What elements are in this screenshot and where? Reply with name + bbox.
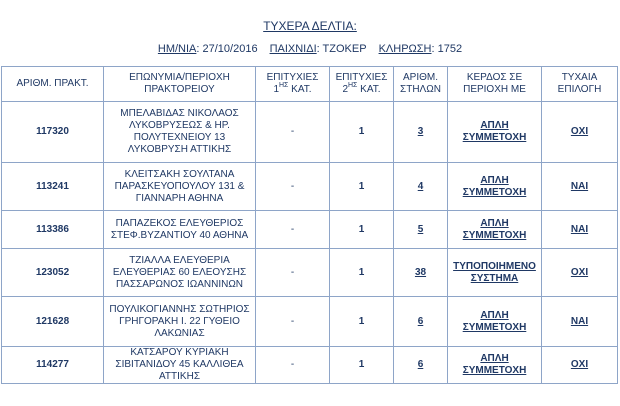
agent-code: 117320 [2, 102, 104, 163]
date-label: ΗΜ/ΝΙΑ [157, 43, 197, 55]
cat1-wins: - [256, 297, 330, 347]
random-pick-link[interactable]: ΝΑΙ [570, 315, 589, 327]
col-agent-name: ΕΠΩΝΥΜΙΑ/ΠΕΡΙΟΧΗ ΠΡΑΚΤΟΡΕΙΟΥ [104, 67, 256, 102]
agent-name: ΠΟΥΛΙΚΟΓΙΑΝΝΗΣ ΣΩΤΗΡΙΟΣ ΓΡΗΓΟΡΑΚΗ Ι. 22 ΓΥΘΕΙΟ ΛΑΚΩΝΙΑΣ [104, 297, 256, 347]
cat2-wins: 1 [330, 102, 394, 163]
agent-code: 113386 [2, 211, 104, 249]
random-pick-link[interactable]: ΝΑΙ [570, 223, 589, 235]
draw-value: : 1752 [431, 43, 463, 55]
win-type-link[interactable]: ΑΠΛΗ ΣΥΜΜΕΤΟΧΗ [462, 174, 527, 198]
table-row [2, 249, 618, 297]
win-type-link[interactable]: ΤΥΠΟΠΟΙΗΜΕΝΟ ΣΥΣΤΗΜΑ [453, 260, 536, 284]
cat2-wins: 1 [330, 297, 394, 347]
col-win-type: ΚΕΡΔΟΣ ΣΕ ΠΕΡΙΟΧΗ ΜΕ [448, 67, 542, 102]
columns-count-link[interactable]: 5 [417, 223, 424, 235]
col-agent-no: ΑΡΙΘΜ. ΠΡΑΚΤ. [2, 67, 104, 102]
win-type-link[interactable]: ΑΠΛΗ ΣΥΜΜΕΤΟΧΗ [462, 217, 527, 241]
columns-count-link[interactable]: 4 [417, 180, 424, 192]
cat2-wins: 1 [330, 249, 394, 297]
agent-code: 114277 [2, 347, 104, 384]
cat2-wins: 1 [330, 211, 394, 249]
table-row [2, 211, 618, 249]
agent-name: ΜΠΕΛΑΒΙΔΑΣ ΝΙΚΟΛΑΟΣ ΛΥΚΟΒΡΥΣΕΩΣ & ΗΡ. ΠΟΛΥΤΕΧΝΕΙΟΥ 13 ΛΥΚΟΒΡΥΣΗ ΑΤΤΙΚΗΣ [104, 102, 256, 163]
agent-name: ΚΑΤΣΑΡΟΥ ΚΥΡΙΑΚΗ ΣΙΒΙΤΑΝΙΔΟΥ 45 ΚΑΛΛΙΘΕΑ ΑΤΤΙΚΗΣ [104, 347, 256, 384]
columns-count-link[interactable]: 38 [414, 266, 427, 278]
cat1-wins: - [256, 347, 330, 384]
col-wins-cat2: ΕΠΙΤΥΧΙΕΣ $2^{H\Sigma}$ ΚΑΤ. [330, 67, 394, 102]
agent-name: ΠΑΠΑΖΕΚΟΣ ΕΛΕΥΘΕΡΙΟΣ ΣΤΕΦ.ΒΥΖΑΝΤΙΟΥ 40 ΑΘΗΝΑ [104, 211, 256, 249]
cat2-wins: 1 [330, 347, 394, 384]
date-value: : 27/10/2016 [196, 43, 258, 55]
columns-count-link[interactable]: 3 [417, 126, 424, 137]
table-row [2, 102, 618, 163]
random-pick-link[interactable]: ΟΧΙ [570, 266, 589, 278]
agent-code: 123052 [2, 249, 104, 297]
game-value: : ΤΖΟΚΕΡ [316, 43, 367, 55]
win-type-link[interactable]: ΑΠΛΗ ΣΥΜΜΕΤΟΧΗ [462, 309, 527, 333]
win-type-link[interactable]: ΑΠΛΗ ΣΥΜΜΕΤΟΧΗ [462, 120, 527, 143]
winning-tickets-table [1, 66, 618, 384]
cat2-wins: 1 [330, 163, 394, 211]
cat1-wins: - [256, 211, 330, 249]
random-pick-link[interactable]: ΟΧΙ [570, 126, 589, 137]
col-wins-cat1: ΕΠΙΤΥΧΙΕΣ $1^{H\Sigma}$ ΚΑΤ. [256, 67, 330, 102]
table-row [2, 297, 618, 347]
random-pick-link[interactable]: ΝΑΙ [570, 180, 589, 192]
draw-info [0, 43, 620, 55]
agent-code: 113241 [2, 163, 104, 211]
game-label: ΠΑΙΧΝΙΔΙ [269, 43, 317, 55]
table-row [2, 347, 618, 384]
draw-label: ΚΛΗΡΩΣΗ [378, 43, 432, 55]
col-columns-count: ΑΡΙΘΜ. ΣΤΗΛΩΝ [394, 67, 448, 102]
columns-count-link[interactable]: 6 [417, 359, 424, 370]
agent-code: 121628 [2, 297, 104, 347]
page-title: ΤΥΧΕΡΑ ΔΕΛΤΙΑ: [263, 19, 357, 33]
random-pick-link[interactable]: ΟΧΙ [570, 359, 589, 370]
cat1-wins: - [256, 102, 330, 163]
col-random-pick: ΤΥΧΑΙΑ ΕΠΙΛΟΓΗ [542, 67, 618, 102]
table-row [2, 163, 618, 211]
win-type-link[interactable]: ΑΠΛΗ ΣΥΜΜΕΤΟΧΗ [462, 353, 527, 376]
cat1-wins: - [256, 163, 330, 211]
columns-count-link[interactable]: 6 [417, 315, 424, 327]
agent-name: ΤΖΙΑΛΛΑ ΕΛΕΥΘΕΡΙΑ ΕΛΕΥΘΕΡΙΑΣ 60 ΕΛΕΟΥΣΗΣ ΠΑΣΣΑΡΩΝΟΣ ΙΩΑΝΝΙΝΩΝ [104, 249, 256, 297]
agent-name: ΚΛΕΙΤΣΑΚΗ ΣΟΥΛΤΑΝΑ ΠΑΡΑΣΚΕΥΟΠΟΥΛΟΥ 131 & ΓΙΑΝΝΑΡΗ ΑΘΗΝΑ [104, 163, 256, 211]
cat1-wins: - [256, 249, 330, 297]
table-header-row [2, 67, 618, 102]
